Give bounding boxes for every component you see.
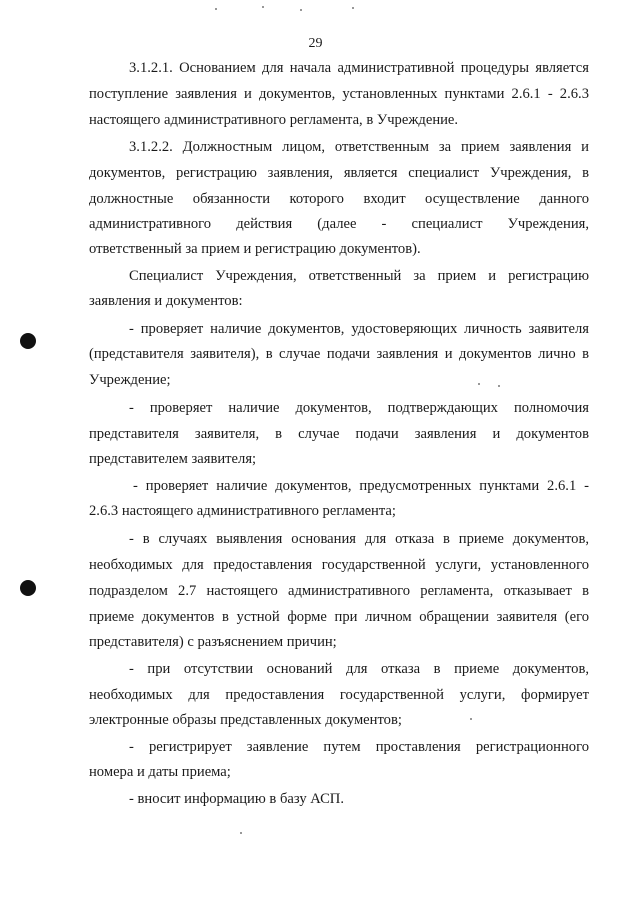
paragraph-4-line-1: - проверяет наличие документов, удостоверяющих личность заявителя [129, 321, 589, 337]
scan-speck [478, 383, 480, 385]
paragraph-5-line-3: представителем заявителя; [89, 451, 257, 467]
paragraph-1-line-2: поступление заявления и документов, установленных пунктами 2.6.1 - 2.6.3 [89, 86, 589, 102]
paragraph-9-line-1: - регистрирует заявление путем проставления регистрационного [129, 739, 589, 755]
paragraph-8-line-3: электронные образы представленных документов; [89, 712, 402, 728]
paragraph-7-line-2: необходимых для предоставления государственной услуги, установленного [89, 557, 589, 573]
paragraph-7-line-1: - в случаях выявления основания для отказа в приеме документов, [129, 531, 589, 547]
paragraph-1-line-3: настоящего административного регламента, в Учреждение. [89, 112, 459, 128]
binder-hole-top [20, 333, 36, 349]
scan-speck [498, 385, 500, 387]
paragraph-1-line-1: 3.1.2.1. Основанием для начала административной процедуры является [129, 60, 589, 76]
paragraph-3-line-2: заявления и документов: [89, 293, 243, 309]
paragraph-8-line-2: необходимых для предоставления государственной услуги, формирует [89, 687, 589, 703]
paragraph-9-line-2: номера и даты приема; [89, 764, 231, 780]
paragraph-7-line-3: подразделом 2.7 настоящего административного регламента, отказывает в [89, 583, 589, 599]
paragraph-10-line-1: - вносит информацию в базу АСП. [129, 791, 344, 807]
paragraph-4-line-3: Учреждение; [89, 372, 171, 388]
paragraph-5-line-2: представителя заявителя, в случае подачи заявления и документов [89, 426, 589, 442]
paragraph-6-line-1: - проверяет наличие документов, предусмотренных пунктами 2.6.1 - [133, 478, 589, 494]
paragraph-2-line-1: 3.1.2.2. Должностным лицом, ответственным за прием заявления и [129, 139, 589, 155]
paragraph-3-line-1: Специалист Учреждения, ответственный за прием и регистрацию [129, 268, 589, 284]
scan-speck [240, 832, 242, 834]
paragraph-2-line-5: ответственный за прием и регистрацию документов). [89, 241, 421, 257]
paragraph-2-line-4: административного действия (далее - специалист Учреждения, [89, 216, 589, 232]
paragraph-7-line-4: приеме документов в устной форме при личном обращении заявителя (его [89, 609, 589, 625]
scan-speck [352, 7, 354, 9]
paragraph-2-line-2: документов, регистрацию заявления, является специалист Учреждения, в [89, 165, 589, 181]
paragraph-7-line-5: представителя) с разъяснением причин; [89, 634, 337, 650]
paragraph-5-line-1: - проверяет наличие документов, подтверждающих полномочия [129, 400, 589, 416]
scan-speck [262, 6, 264, 8]
scan-speck [300, 9, 302, 11]
paragraph-2-line-3: должностные обязанности которого входит осуществление данного [89, 191, 589, 207]
scan-speck [215, 8, 217, 10]
page-number: 29 [308, 36, 323, 51]
binder-hole-bottom [20, 580, 36, 596]
scan-speck [470, 718, 472, 720]
paragraph-8-line-1: - при отсутствии оснований для отказа в приеме документов, [129, 661, 589, 677]
paragraph-6-line-2: 2.6.3 настоящего административного регламента; [89, 503, 396, 519]
paragraph-4-line-2: (представителя заявителя), в случае подачи заявления и документов лично в [89, 346, 589, 362]
